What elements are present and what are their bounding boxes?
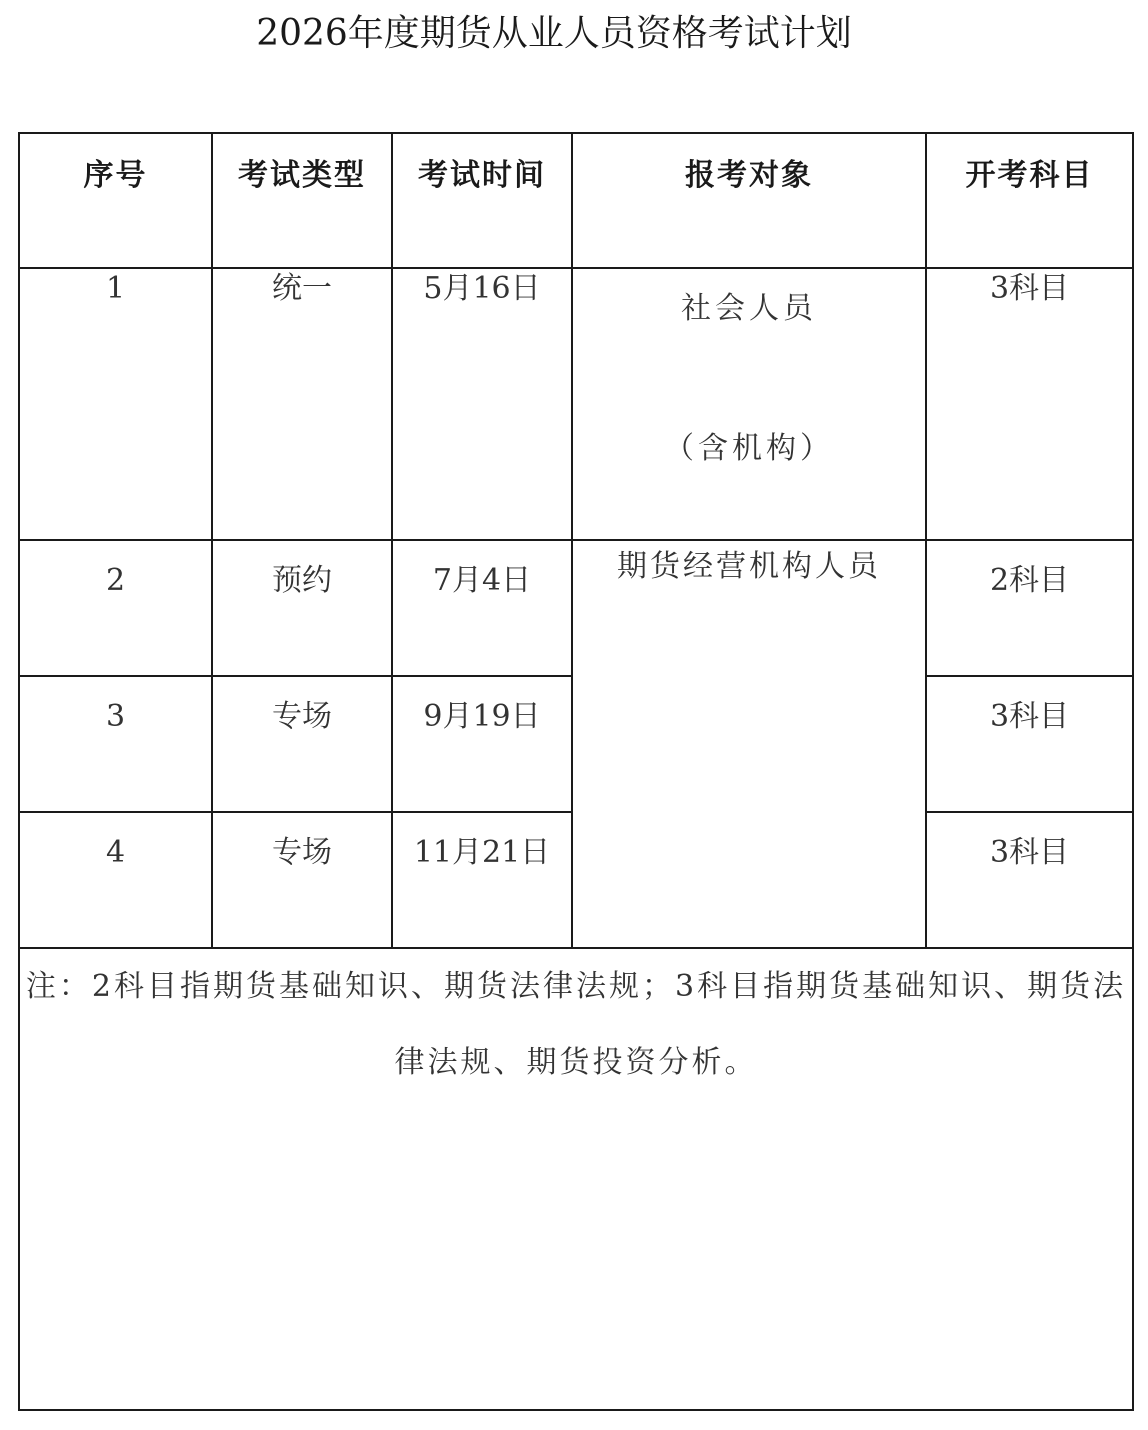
- note-row: [19, 948, 1133, 1410]
- cell-subjects: 2科目: [926, 540, 1133, 676]
- cell-target: [572, 268, 926, 540]
- header-subjects: 开考科目: [926, 133, 1133, 268]
- cell-no: 3: [19, 676, 212, 812]
- table-row: [19, 268, 1133, 540]
- exam-plan-table: [18, 132, 1134, 1411]
- header-exam-date: 考试时间: [392, 133, 572, 268]
- cell-exam-type: 统一: [212, 268, 392, 540]
- cell-exam-type: 预约: [212, 540, 392, 676]
- cell-exam-date: 7月4日: [392, 540, 572, 676]
- cell-subjects: 3科目: [926, 676, 1133, 812]
- cell-subjects: 3科目: [926, 268, 1133, 540]
- cell-target-merged: 期货经营机构人员: [572, 540, 926, 948]
- cell-no: 1: [19, 268, 212, 540]
- table-row: [19, 540, 1133, 676]
- header-target: 报考对象: [572, 133, 926, 268]
- cell-exam-type: 专场: [212, 676, 392, 812]
- cell-subjects: 3科目: [926, 812, 1133, 948]
- target-line-1: 社会人员: [681, 291, 817, 326]
- cell-exam-type: 专场: [212, 812, 392, 948]
- cell-exam-date: 9月19日: [392, 676, 572, 812]
- header-no: 序号: [19, 133, 212, 268]
- cell-exam-date: 11月21日: [392, 812, 572, 948]
- header-exam-type: 考试类型: [212, 133, 392, 268]
- cell-no: 4: [19, 812, 212, 948]
- page-title: 2026年度期货从业人员资格考试计划: [256, 13, 852, 54]
- table-header-row: [19, 133, 1133, 268]
- cell-no: 2: [19, 540, 212, 676]
- note-text: 注：2科目指期货基础知识、期货法律法规；3科目指期货基础知识、期货法律法规、期货投资分析。: [19, 948, 1133, 1410]
- target-line-2: （含机构）: [664, 431, 834, 466]
- cell-exam-date: 5月16日: [392, 268, 572, 540]
